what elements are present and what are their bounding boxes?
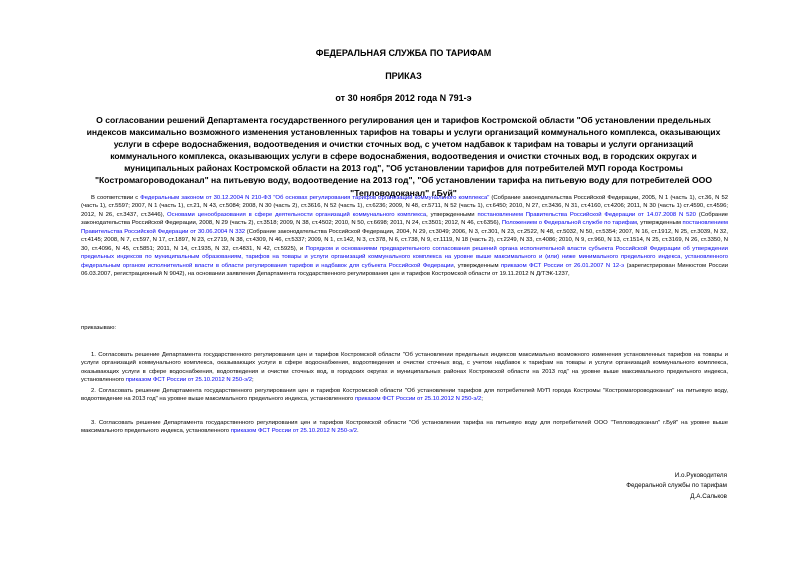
item-3 xyxy=(81,419,728,436)
intro-text-4: (Собрание законодательства Российской Федерации, 2008, N 29 (часть 2), ст.3518; 2009, N 38, ст.4502; 2010, N 50, ст.6698; 2011, N 24, ст.3501; 2012, N 46, ст.6356), xyxy=(81,211,729,227)
link-postanovlenie-520[interactable]: постановлением Правительства Российской Федерации от 14.07.2008 N 520 xyxy=(477,211,696,218)
signature-position: И.о.Руководителя xyxy=(674,472,727,479)
intro-paragraph xyxy=(81,194,728,279)
link-polozhenie-fst[interactable]: Положением о Федеральной службе по тарифам xyxy=(501,220,637,227)
item-1-end: ; xyxy=(251,377,254,384)
document-subject: О согласовании решений Департамента государственного регулирования цен и тарифов Костромской области "Об установлении предельных индексов максимально возможного изменения установленных тарифов на товары и услуги организаций коммунального комплекса, оказывающих услуги в сфере водоснабжения, водоотведения и очистки сточных вод, с учетом надбавок к тарифам на товары и услуги организаций коммунального комплекса, оказывающих услуги в сфере водоснабжения, водоотведения и очистки сточных вод, в городских округах и муниципальных районах Костромской области на 2013 год", "Об установлении тарифов для потребителей МУП города Костромы "Костромагороводоканал" на питьевую воду, водоотведение на 2013 год", "Об установлении тарифа на питьевую воду для потребителей ООО "Тепловодоканал" г.Буй" xyxy=(86,115,721,198)
link-federal-law-210[interactable]: Федеральным законом от 30.12.2004 N 210-ФЗ "Об основах регулирования тарифов организаций коммунального комплекса" xyxy=(140,195,490,201)
intro-text-1: В соответствии с xyxy=(91,195,141,201)
item-1-text: 1. Согласовать решение Департамента государственного регулирования цен и тарифов Костромской области "Об установлении предельных индексов максимально возможного изменения установленных тарифов на товары и услуги организаций коммунального комплекса, оказывающих услуги в сфере водоснабжения, водоотведения и очистки сточных вод, с учетом надбавок к тарифам на товары и услуги организаций коммунального комплекса, оказывающих услуги в сфере водоснабжения, водоотведения и очистки сточных вод, в городских округах и муниципальных районах Костромской области на 2013 год" на уровне выше максимального предельного индекса, установленного xyxy=(81,352,728,384)
intro-text-8: (зарегистрирован Минюстом России 06.03.2007, регистрационный N 9042), на основании заявления Департамента государственного регулирования цен и тарифов Костромской области от 19.11.2012 N Д/ТЭК-1237, xyxy=(81,262,728,278)
link-osnovy-cenoobrazovaniya[interactable]: Основами ценообразования в сфере деятельности организаций коммунального комплекса xyxy=(167,211,427,218)
signature-name: Д.А.Сальков xyxy=(690,492,727,500)
item-2 xyxy=(81,387,728,404)
link-prikaz-250-item2[interactable]: приказом ФСТ России от 25.10.2012 N 250-э/2 xyxy=(354,396,482,403)
signature-agency: Федеральной службы по тарифам xyxy=(626,482,727,490)
intro-text-2: (Собрание законодательства Российской Федерации, 2005, N 1 (часть 1), ст.36, N 52 (часть 1), ст.5597; 2007, N 1 (часть 1), ст.21, N 43, ст.5084; 2008, N 30 (часть 2), ст.3616, N 52 (часть 1), ст.6236; 2009, N 48, ст.5711, N 52 (часть 1), ст.6450; 2010, N 27, ст.3436, N 31, ст.4160, ст.4206; 2011, N 30 (часть 1) ст.4590, ст.4596; 2012, N 26, ст.3437, ст.3446), xyxy=(81,195,728,218)
intro-text-6: (Собрание законодательства Российской Федерации, 2004, N 29, ст.3049; 2006, N 3, ст.301, N 23, ст.2522, N 48, ст.5032, N 50, ст.5354; 2007, N 16, ст.1912, N 25, ст.3039, N 32, ст.4145; 2008, N 7, ст.597, N 17, ст.1897, N 23, ст.2719, N 38, ст.4309, N 46, ст.5337; 2009, N 1, ст.142, N 3, ст.378, N 6, ст.738, N 9, ст.1119, N 18 (часть 2), ст.2249, N 33, ст.4086; 2010, N 9, ст.960, N 13, ст.1514, N 25, ст.3169, N 26, ст.3350, N 30, ст.4096, N 45, ст.5851; 2011, N 14, ст.1935, N 32, ст.4831, N 42, ст.5925), и xyxy=(81,228,728,252)
item-2-end: ; xyxy=(481,396,483,403)
intro-text-7: , утвержденным xyxy=(453,262,501,269)
link-postanovlenie-332[interactable]: постановлением Правительства Российской Федерации от 30.06.2004 N 332 xyxy=(81,220,728,235)
link-prikaz-250-item3[interactable]: приказом ФСТ России от 25.10.2012 N 250-э/2 xyxy=(230,428,357,435)
intro-text-3: , утвержденными xyxy=(426,211,478,218)
signature-block xyxy=(527,471,727,502)
agency-title: ФЕДЕРАЛЬНАЯ СЛУЖБА ПО ТАРИФАМ xyxy=(315,48,492,58)
link-prikaz-250-item1[interactable]: приказом ФСТ России от 25.10.2012 N 250-э/2 xyxy=(125,377,252,384)
prikazyvayu-label: приказываю: xyxy=(81,325,117,331)
link-prikaz-12e[interactable]: приказом ФСТ России от 26.01.2007 N 12-э xyxy=(500,262,625,269)
intro-text-5: , утвержденным xyxy=(636,220,683,227)
item-3-end: . xyxy=(356,428,359,435)
item-3-text: 3. Согласовать решение Департамента государственного регулирования цен и тарифов Костромской области "Об установлении тарифа на питьевую воду для потребителей ООО "Тепловодоканал" г.Буй" на уровне выше максимального предельного индекса, установленного xyxy=(81,420,728,435)
link-poryadok-soglasovaniya[interactable]: Порядком и основаниями предварительного согласования решений органа исполнительной власти субъекта Российской Федерации об утверждении предельных индексов по муниципальным образованиям, тарифов на товары и услуги организаций коммунального комплекса на уровне выше максимального и (или) ниже минимального предельного индекса, установленного федеральным органом исполнительной власти в области регулирования тарифов и надбавок для субъекта Российской Федерации xyxy=(81,245,728,269)
doc-date-number: от 30 ноября 2012 года N 791-э xyxy=(335,93,472,103)
item-2-text: 2. Согласовать решение Департамента государственного регулирования цен и тарифов Костромской области "Об установлении тарифов для потребителей МУП города Костромы "Костромагороводоканал" на питьевую воду, водоотведение на 2013 год" на уровне выше максимального предельного индекса, установленного xyxy=(81,388,728,403)
doc-type-title: ПРИКАЗ xyxy=(385,71,422,81)
item-1 xyxy=(81,351,728,385)
